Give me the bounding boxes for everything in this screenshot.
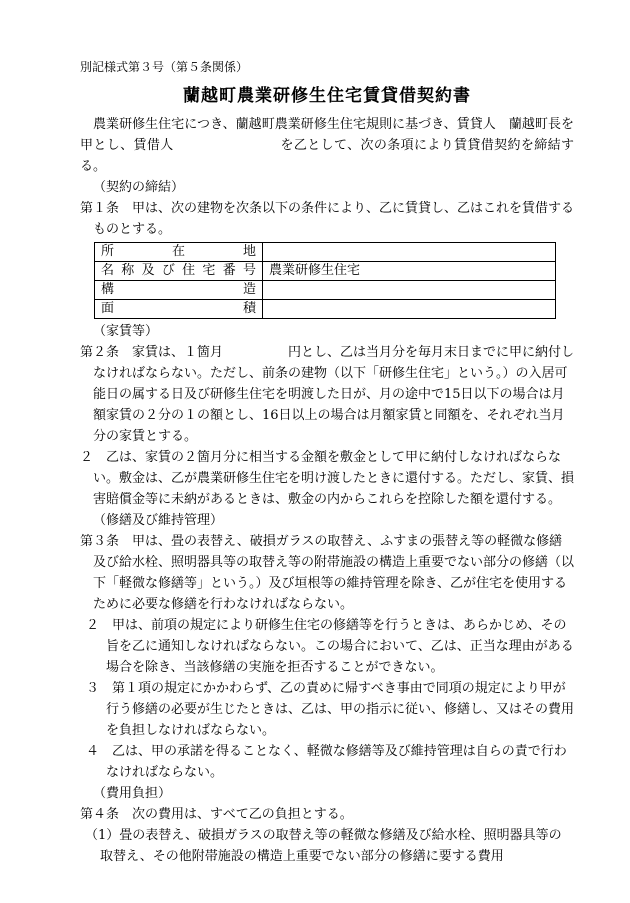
table-row xyxy=(95,243,556,262)
table-label-structure: 構造 xyxy=(95,281,263,300)
article-4-heading: （費用負担） xyxy=(93,786,172,801)
property-table xyxy=(94,242,556,319)
table-label-name: 名称及び住宅番号 xyxy=(95,262,263,281)
table-row xyxy=(95,300,556,319)
article-3-heading: （修繕及び維持管理） xyxy=(93,513,224,528)
article-4-sub-item-1: （1）畳の表替え、破損ガラスの取替え等の軽微な修繕及び給水栓、照明器具等の取替え、その他附帯施設の構造上重要でない部分の修繕に要する費用 xyxy=(85,828,562,864)
article-1: 第１条 甲は、次の建物を次条以下の条件により、乙に賃貸し、乙はこれを賃借するものとする。 xyxy=(80,201,575,237)
article-4: 第４条 次の費用は、すべて乙の負担とする。 xyxy=(80,807,353,822)
table-value-name: 農業研修生住宅 xyxy=(263,262,556,281)
article-3-item-3: ３ 第１項の規定にかかわらず、乙の責めに帰すべき事由で同項の規定により甲が行う修繕の必要が生じたときは、乙は、甲の指示に従い、修繕し、又はその費用を負担しなければならない。 xyxy=(86,681,575,738)
table-row xyxy=(95,262,556,281)
document-title: 蘭越町農業研修生住宅賃貸借契約書 xyxy=(183,86,471,106)
table-row xyxy=(95,281,556,300)
intro-paragraph: 農業研修生住宅につき、蘭越町農業研修生住宅規則に基づき、賃貸人 蘭越町長を甲とし、賃借人 を乙として、次の条項により賃貸借契約を締結する。 xyxy=(80,117,574,174)
article-3-item-4: ４ 乙は、甲の承諾を得ることなく、軽微な修繕等及び維持管理は自らの責で行わなければならない。 xyxy=(86,744,567,780)
table-value-structure xyxy=(263,281,556,300)
table-label-location: 所在地 xyxy=(95,243,263,262)
form-number: 別記様式第３号（第５条関係） xyxy=(80,60,249,74)
table-value-location xyxy=(263,243,556,262)
article-1-heading: （契約の締結） xyxy=(93,180,185,195)
article-2-heading: （家賃等） xyxy=(93,324,159,339)
article-3: 第３条 甲は、畳の表替え、破損ガラスの取替え、ふすまの張替え等の軽微な修繕及び給水栓、照明器具等の取替え等の附帯施設の構造上重要でない部分の修繕（以下「軽微な修繕等」という。）及び垣根等の維持管理を除き、乙が住宅を使用するために必要な修繕を行わなければならない。 xyxy=(80,534,575,612)
article-2: 第２条 家賃は、１箇月 円とし、乙は当月分を毎月末日までに甲に納付しなければならない。ただし、前条の建物（以下「研修生住宅」という。）の入居可能日の属する日及び研修生住宅を明渡した日が、月の途中で15日以下の場合は月額家賃の２分の１の額とし、16日以上の場合は月額家賃と同額を、それぞれ当月分の家賃とする。 xyxy=(80,345,575,444)
article-2-item-2: ２ 乙は、家賃の２箇月分に相当する金額を敷金として甲に納付しなければならない。敷金は、乙が農業研修生住宅を明け渡したときに還付する。ただし、家賃、損害賠償金等に未納があるときは、敷金の内からこれらを控除した額を還付する。 xyxy=(80,450,575,507)
table-value-area xyxy=(263,300,556,319)
article-3-item-2: ２ 甲は、前項の規定により研修生住宅の修繕等を行うときは、あらかじめ、その旨を乙に通知しなければならない。この場合において、乙は、正当な理由がある場合を除き、当該修繕の実施を拒否することができない。 xyxy=(86,618,574,675)
table-label-area: 面積 xyxy=(95,300,263,319)
